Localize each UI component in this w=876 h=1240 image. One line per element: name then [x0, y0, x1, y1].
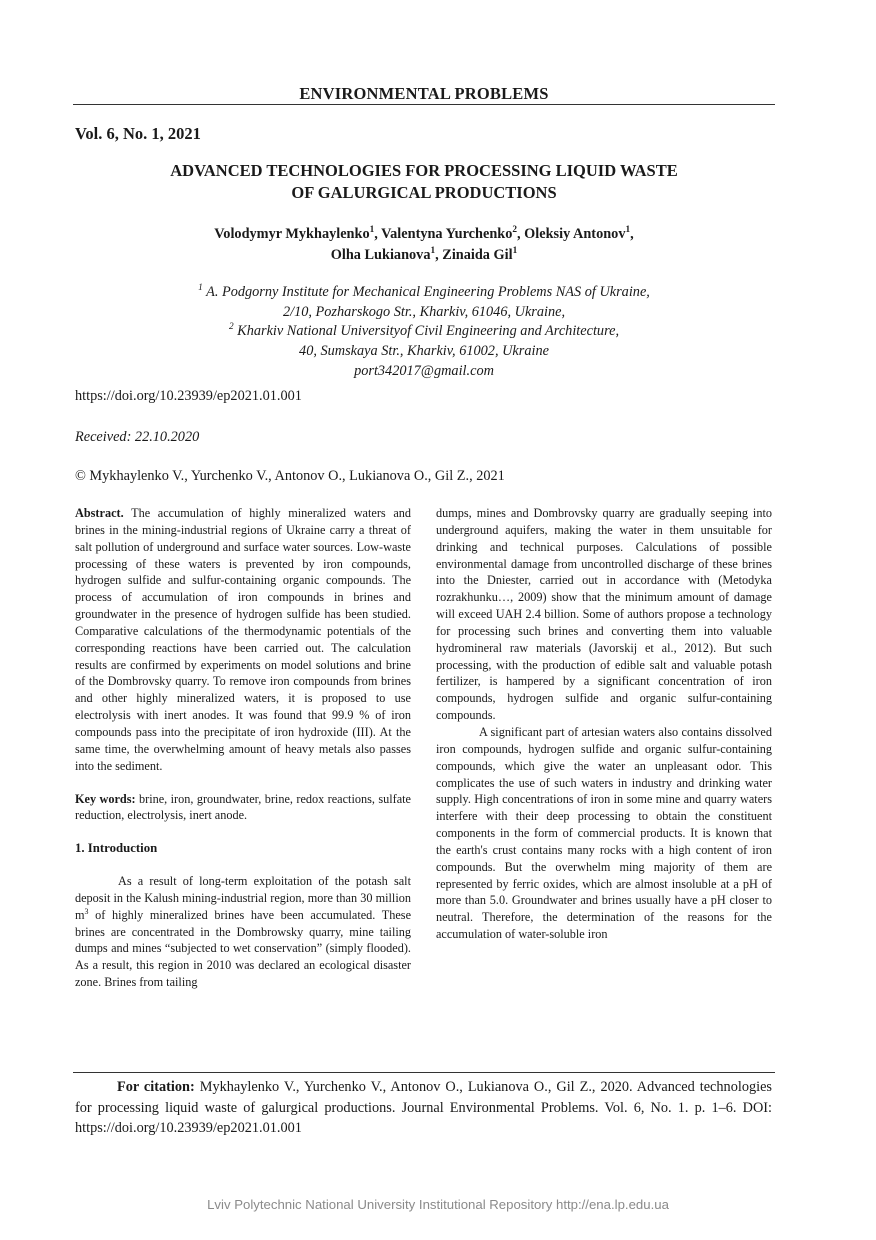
affiliation-text: Kharkiv National Universityof Civil Engineering and Architecture,	[233, 323, 620, 340]
author-name: Volodymyr Mykhaylenko	[214, 226, 370, 242]
author-name: Oleksiy Antonov	[524, 226, 626, 242]
affiliation-mark: 1	[198, 283, 203, 294]
affiliation-mark: 2	[228, 322, 234, 333]
body-paragraph: A significant part of artesian waters also contains dissolved iron compounds, hydrogen sulfide and organic sulfur-containing compounds, which give the water an unpleasant odor. This complicates the use of such waters in industry and drinking water supply. High concentrations of iron in some mine and quarry waters interfere with their deep processing to obtain the constituent components in the form of commercial products. It is known that the earth's crust contains many rocks with a high content of iron compounds. But the overwhelm ming majority of them are represented by ferric oxides, which are almost insoluble at a pH of more than 5.0. Groundwater and brines usually have a pH closer to neutral. Therefore, the determination of the reasons for the accumulation of water-soluble iron	[436, 724, 772, 942]
doi-link[interactable]: https://doi.org/10.23939/ep2021.01.001	[75, 388, 302, 404]
journal-name: ENVIRONMENTAL PROBLEMS	[299, 84, 549, 103]
author-separator: ,	[374, 226, 382, 242]
author-line-2	[0, 245, 848, 266]
intro-paragraph	[75, 873, 411, 991]
citation-label: For citation:	[117, 1079, 195, 1095]
keywords-label: Key words:	[75, 791, 136, 806]
affiliation-1-line-1	[0, 283, 848, 303]
author-affiliation-mark: 1	[512, 246, 518, 257]
author-name: Olha Lukianova	[330, 247, 431, 263]
article-title	[0, 160, 848, 204]
affiliation-2-line-1	[0, 322, 848, 342]
author-line-1	[0, 224, 848, 245]
volume-issue: Vol. 6, No. 1, 2021	[75, 124, 201, 143]
received-date: Received: 22.10.2020	[75, 429, 200, 445]
right-column	[436, 505, 772, 943]
affiliation-2-line-2: 40, Sumskaya Str., Kharkiv, 61002, Ukraine	[299, 343, 549, 360]
contact-email[interactable]: port342017@gmail.com	[354, 362, 494, 379]
author-affiliation-mark: 1	[369, 225, 375, 236]
affiliation-1-line-2: 2/10, Pozharskogo Str., Kharkiv, 61046, Ukraine,	[282, 303, 566, 320]
author-separator: ,	[630, 226, 634, 242]
citation-block	[75, 1077, 772, 1139]
abstract-label: Abstract.	[75, 506, 124, 520]
author-affiliation-mark: 2	[512, 225, 518, 236]
author-affiliation-mark: 1	[625, 225, 631, 236]
affiliation-text: A. Podgorny Institute for Mechanical Engineering Problems NAS of Ukraine,	[202, 284, 650, 300]
intro-text: of highly mineralized brines have been accumulated. These brines are concentrated in the Dombrowsky quarry, mine tailing dumps and mines “subjected to wet conservation” (simply flooded). As a result, this region in 2010 was declared an ecological disaster zone. Brines from tailing	[75, 907, 411, 990]
header-rule	[73, 104, 775, 105]
author-name: Valentyna Yurchenko	[381, 226, 513, 242]
keywords-text: brine, iron, groundwater, brine, redox reactions, sulfate reduction, electrolysis, inert anode.	[75, 791, 411, 823]
copyright-line: © Mykhaylenko V., Yurchenko V., Antonov O., Lukianova O., Gil Z., 2021	[75, 468, 505, 484]
author-separator: ,	[435, 247, 443, 263]
affiliations	[0, 283, 848, 382]
intro-text: As a result of long-term exploitation of the potash salt deposit in the Kalush mining-industrial region, more than 30 million m	[75, 874, 411, 922]
author-name: Zinaida Gil	[442, 247, 513, 263]
keywords	[75, 791, 411, 825]
left-column	[75, 505, 411, 991]
citation-text: Mykhaylenko V., Yurchenko V., Antonov O., Lukianova O., Gil Z., 2020. Advanced technologies for processing liquid waste of galurgical productions. Journal Environmental Problems. Vol. 6, No. 1. p. 1–6. DOI: https://doi.org/10.23939/ep2021.01.001	[75, 1079, 772, 1136]
section-heading: 1. Introduction	[75, 841, 158, 856]
author-affiliation-mark: 1	[430, 246, 436, 257]
author-separator: ,	[517, 226, 525, 242]
citation-rule	[73, 1072, 775, 1073]
body-paragraph: dumps, mines and Dombrovsky quarry are gradually seeping into underground aquifers, making the water in them unsuitable for drinking and technical purposes. Calculations of possible environmental damage from uncontrolled discharge of these brines into the Dniester, carried out in accordance with (Metodyka rozrakhunku…, 2009) show that the minimum amount of damage will exceed UAH 2.4 billion. Some of authors propose a technology for processing such brines and converting them into valuable hydromineral raw materials (Javorskij et al., 2012). But such processing, with the production of edible salt and valuable potash fertilizer, is hampered by a significant concentration of iron compounds, hydrogen sulfide and organic sulfur-containing compounds.	[436, 506, 772, 723]
author-list	[0, 224, 848, 266]
abstract	[75, 505, 411, 775]
repository-footer[interactable]: Lviv Polytechnic National University Institutional Repository http://ena.lp.edu.ua	[207, 1197, 669, 1212]
abstract-text: The accumulation of highly mineralized waters and brines in the mining-industrial regions of Ukraine carry a threat of salt pollution of underground and surface water sources. Low-waste processing of these waters is prevented by iron compounds, hydrogen sulfide and sulfur-containing organic compounds. The process of accumulation of iron compounds in brines and groundwater in the presence of hydrogen sulfide has been studied. Comparative calculations of the thermodynamic potentials of the corresponding reactions have been carried out. The calculation results are confirmed by experiments on model solutions and brine of the Dombrovsky quarry. To remove iron compounds from brines and other highly mineralized waters, it is proposed to use electrolysis with inert anodes. It was found that 99.9 % of iron compounds pass into the precipitate of iron hydroxide (III). At the same time, the overwhelming amount of heavy metals also passes into the sediment.	[75, 506, 411, 773]
title-line-1: ADVANCED TECHNOLOGIES FOR PROCESSING LIQUID WASTE	[170, 161, 678, 180]
title-line-2: OF GALURGICAL PRODUCTIONS	[291, 183, 557, 202]
superscript: 3	[84, 906, 89, 916]
